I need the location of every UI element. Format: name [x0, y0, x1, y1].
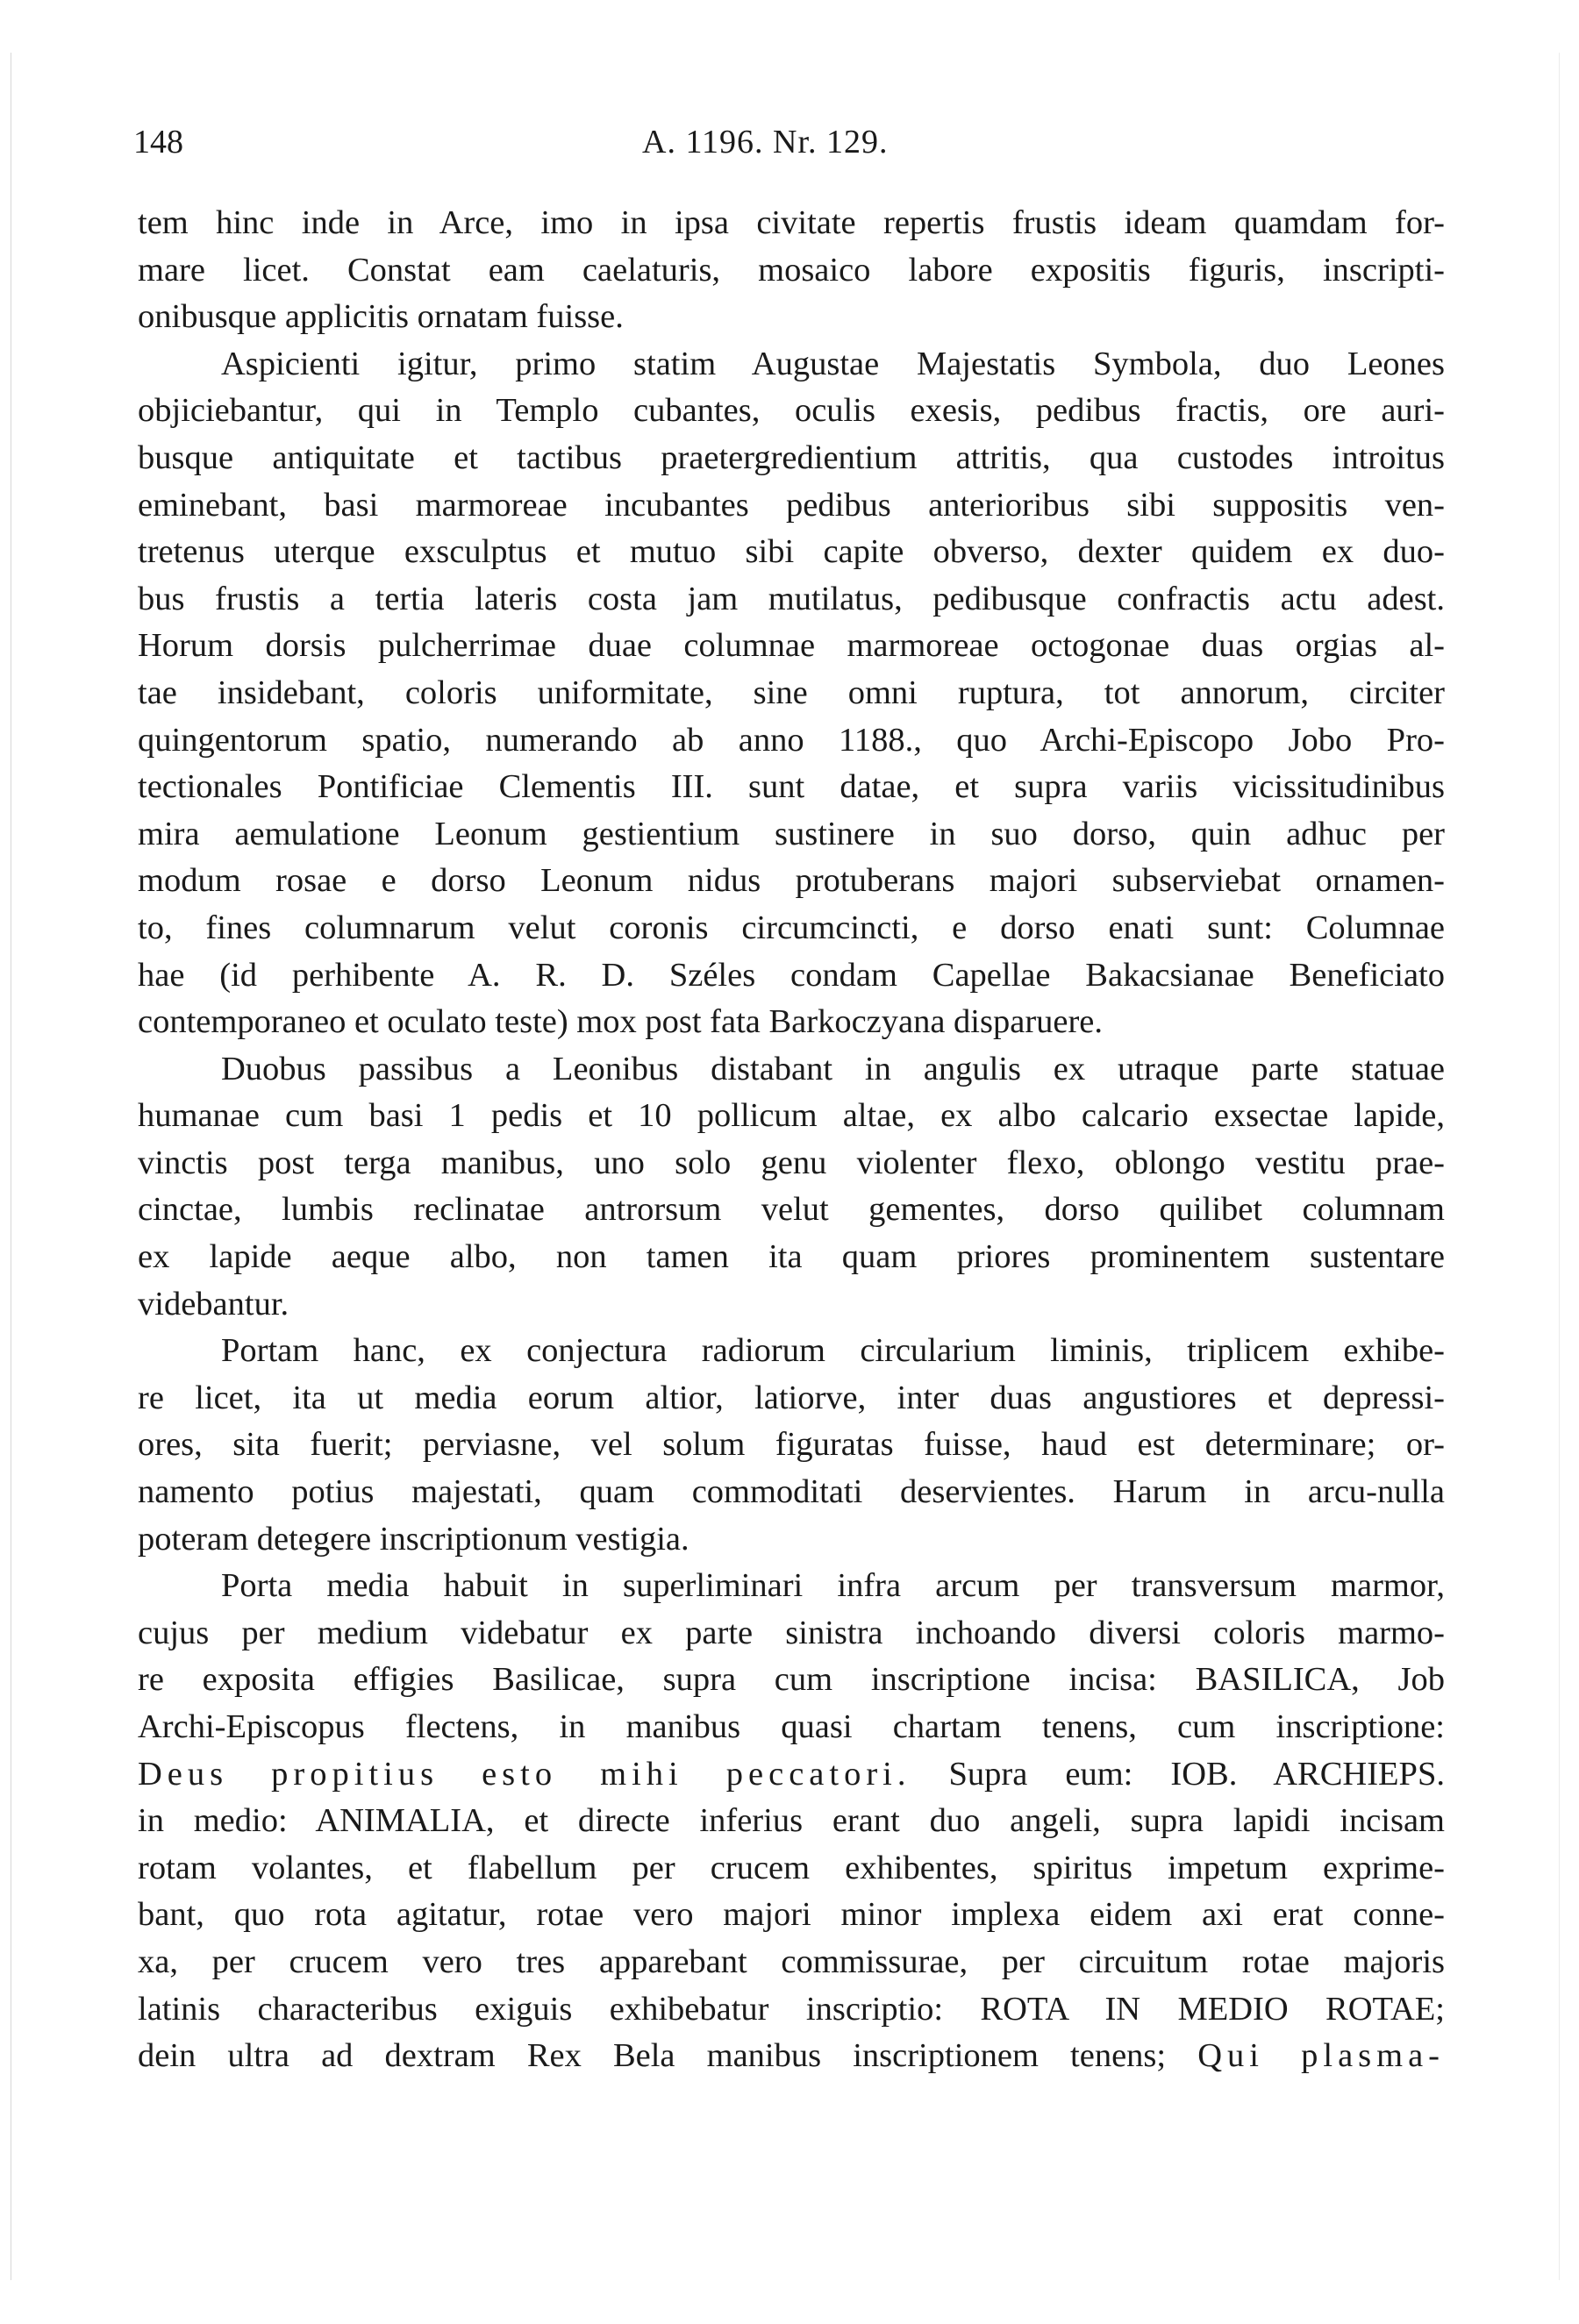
- text-line: xa, per crucem vero tres apparebant commissurae, per circuitum rotae majoris: [138, 1943, 1445, 1980]
- body-text: [138, 200, 1445, 2080]
- page-number: 148: [133, 124, 183, 160]
- text-line: Portam hanc, ex conjectura radiorum circularium liminis, triplicem exhibe-: [221, 1332, 1445, 1370]
- text-line: tem hinc inde in Arce, imo in ipsa civitate repertis frustis ideam quamdam for-: [138, 204, 1445, 241]
- text-line: Duobus passibus a Leonibus distabant in angulis ex utraque parte statuae: [221, 1050, 1445, 1087]
- text-line: hae (id perhibente A. R. D. Széles condam Capellae Bakacsianae Beneficiato: [138, 956, 1445, 994]
- text-line: latinis characteribus exiguis exhibebatur inscriptio: ROTA IN MEDIO ROTAE;: [138, 1990, 1445, 2028]
- text-line: Archi-Episcopus flectens, in manibus quasi chartam tenens, cum inscriptione:: [138, 1708, 1445, 1745]
- text-line: videbantur.: [138, 1285, 289, 1322]
- text-line: Porta media habuit in superliminari infra arcum per transversum marmor,: [221, 1567, 1445, 1605]
- text-line: namento potius majestati, quam commoditati deservientes. Harum in arcu-nulla: [138, 1473, 1445, 1511]
- text-line: tae insidebant, coloris uniformitate, sine omni ruptura, tot annorum, circiter: [138, 674, 1445, 711]
- text-line: bus frustis a tertia lateris costa jam mutilatus, pedibusque confractis actu adest.: [138, 580, 1445, 617]
- text-line: tretenus uterque exsculptus et mutuo sibi capite obverso, dexter quidem ex duo-: [138, 533, 1445, 571]
- spaced-quote-qui: Qui plasma-: [1197, 2037, 1445, 2075]
- text-line: to, fines columnarum velut coronis circumcincti, e dorso enati sunt: Columnae: [138, 909, 1445, 946]
- text-line: objiciebantur, qui in Templo cubantes, oculis exesis, pedibus fractis, ore auri-: [138, 392, 1445, 430]
- text-line-spaced: [138, 1751, 1445, 1799]
- scan-edge-right: [1559, 53, 1560, 2280]
- text-line: ex lapide aeque albo, non tamen ita quam priores prominentem sustentare: [138, 1238, 1445, 1276]
- text-line: cujus per medium videbatur ex parte sinistra inchoando diversi coloris marmo-: [138, 1614, 1445, 1651]
- text-fragment: dein ultra ad dextram Rex Bela manibus inscriptionem tenens;: [138, 2037, 1198, 2075]
- text-line: re licet, ita ut media eorum altior, latiorve, inter duas angustiores et depressi-: [138, 1379, 1445, 1416]
- text-line: poteram detegere inscriptionum vestigia.: [138, 1520, 689, 1558]
- text-line: modum rosae e dorso Leonum nidus protuberans majori subserviebat ornamen-: [138, 862, 1445, 900]
- running-head: A. 1196. Nr. 129.: [642, 124, 889, 160]
- text-line: re exposita effigies Basilicae, supra cum inscriptione incisa: BASILICA, Job: [138, 1661, 1445, 1699]
- text-line: busque antiquitate et tactibus praetergredientium attritis, qua custodes introitus: [138, 438, 1445, 476]
- text-line: Horum dorsis pulcherrimae duae columnae marmoreae octogonae duas orgias al-: [138, 627, 1445, 665]
- text-line: mira aemulatione Leonum gestientium sustinere in suo dorso, quin adhuc per: [138, 815, 1445, 852]
- text-line: mare licet. Constat eam caelaturis, mosaico labore expositis figuris, inscripti-: [138, 251, 1445, 289]
- text-line: bant, quo rota agitatur, rotae vero majori minor implexa eidem axi erat conne-: [138, 1896, 1445, 1934]
- text-line: cinctae, lumbis reclinatae antrorsum velut gementes, dorso quilibet columnam: [138, 1191, 1445, 1229]
- text-line: ores, sita fuerit; perviasne, vel solum figuratas fuisse, haud est determinare; or-: [138, 1426, 1445, 1464]
- text-fragment: Supra eum: IOB. ARCHIEPS.: [911, 1755, 1445, 1793]
- page-header: [133, 123, 1446, 175]
- text-line: eminebant, basi marmoreae incubantes pedibus anterioribus sibi suppositis ven-: [138, 486, 1445, 524]
- text-line: Aspicienti igitur, primo statim Augustae Majestatis Symbola, duo Leones: [221, 345, 1445, 382]
- text-line: contemporaneo et oculato teste) mox post fata Barkoczyana disparuere.: [138, 1003, 1104, 1041]
- text-line: humanae cum basi 1 pedis et 10 pollicum altae, ex albo calcario exsectae lapide,: [138, 1097, 1445, 1135]
- text-line: tectionales Pontificiae Clementis III. sunt datae, et supra variis vicissitudinibus: [138, 768, 1445, 806]
- text-line: quingentorum spatio, numerando ab anno 1188., quo Archi-Episcopo Jobo Pro-: [138, 721, 1445, 759]
- text-line: onibusque applicitis ornatam fuisse.: [138, 298, 624, 336]
- text-line: rotam volantes, et flabellum per crucem exhibentes, spiritus impetum exprime-: [138, 1849, 1445, 1886]
- text-line-spaced: [138, 2033, 1445, 2080]
- text-line: vinctis post terga manibus, uno solo genu violenter flexo, oblongo vestitu prae-: [138, 1144, 1445, 1181]
- text-line: in medio: ANIMALIA, et directe inferius erant duo angeli, supra lapidi incisam: [138, 1802, 1445, 1840]
- spaced-quote-deus: Deus propitius esto mihi peccatori.: [138, 1755, 911, 1793]
